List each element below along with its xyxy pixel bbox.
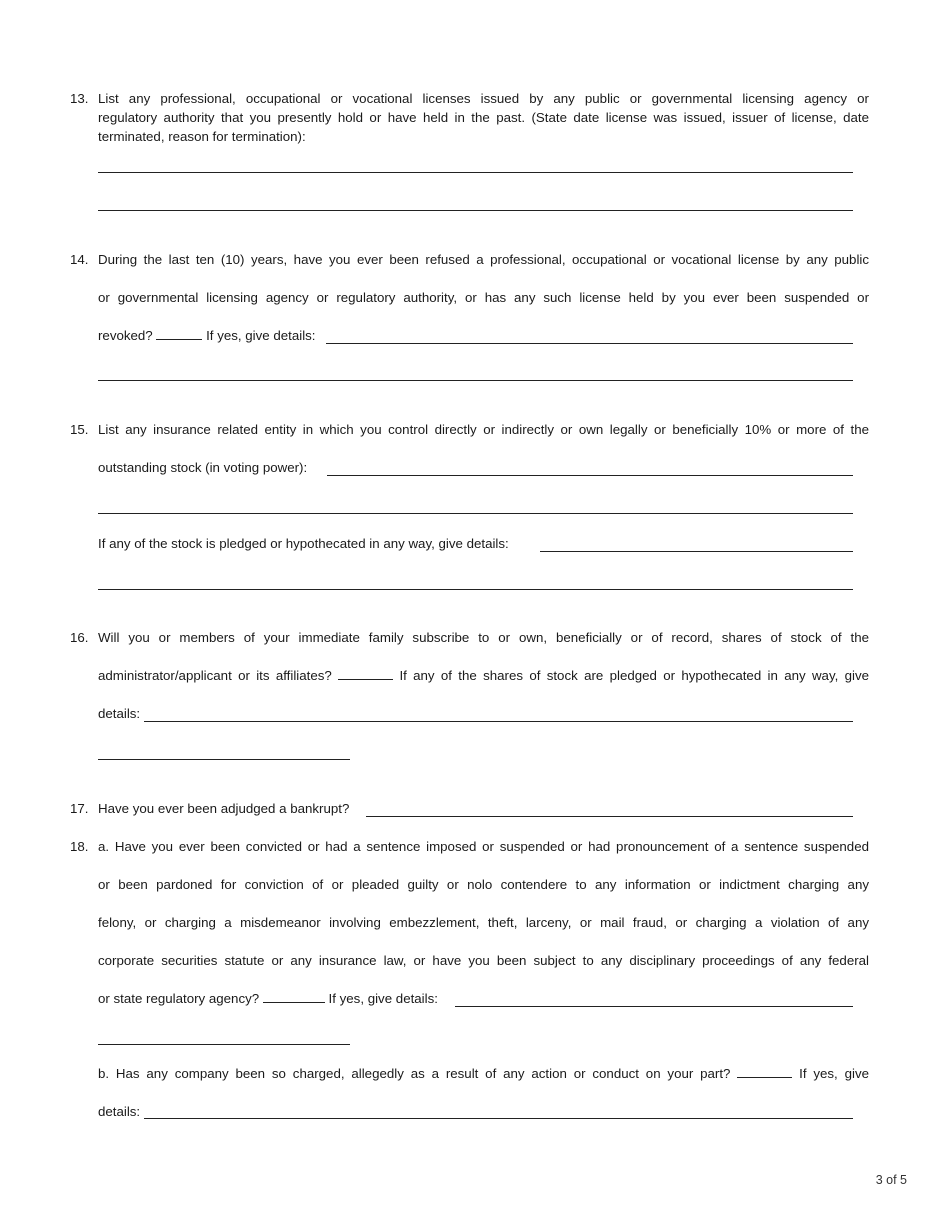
q14-answer-line-2[interactable] — [98, 380, 853, 381]
q15-answer-line-2[interactable] — [98, 513, 853, 514]
q18b-yes-no-blank[interactable] — [737, 1065, 792, 1078]
q17-text: Have you ever been adjudged a bankrupt? — [98, 801, 350, 816]
q18b-question-label: b. Has any company been so charged, allegedly as a result of any action or conduct on your part? — [98, 1066, 731, 1081]
q16-yes-no-blank[interactable] — [338, 667, 393, 680]
q14-details-label: If yes, give details: — [206, 328, 316, 343]
q18a-text-line5 — [98, 990, 438, 1008]
q18a-agency-label: or state regulatory agency? — [98, 991, 260, 1006]
q15-text-line2: outstanding stock (in voting power): — [98, 460, 308, 475]
q14-text-line1: During the last ten (10) years, have you ever been refused a professional, occupational or vocational license by any public — [98, 252, 869, 267]
q18b-give-label: If yes, give — [799, 1066, 869, 1081]
q18b-text-line1 — [98, 1065, 869, 1083]
q14-details-line[interactable] — [326, 343, 853, 344]
q13-answer-line-1[interactable] — [98, 172, 853, 173]
q17-number: 17. — [70, 801, 89, 816]
q18a-details-line[interactable] — [455, 1006, 853, 1007]
q18a-text-line3: felony, or charging a misdemeanor involving embezzlement, theft, larceny, or mail fraud, or charging a violation of any — [98, 915, 869, 930]
q13-text-line3: terminated, reason for termination): — [98, 129, 306, 144]
q16-number: 16. — [70, 630, 89, 645]
q18a-text-line4: corporate securities statute or any insurance law, or have you been subject to any disciplinary proceedings of any federal — [98, 953, 869, 968]
q15-text-line1: List any insurance related entity in which you control directly or indirectly or own legally or beneficially 10% or more of the — [98, 422, 869, 437]
q13-text-line2: regulatory authority that you presently hold or have held in the past. (State date license was issued, issuer of license, date — [98, 110, 869, 125]
q14-number: 14. — [70, 252, 89, 267]
q18a-details-label: If yes, give details: — [328, 991, 438, 1006]
q14-text-line3 — [98, 327, 316, 345]
q16-affiliates-label: administrator/applicant or its affiliates? — [98, 668, 332, 683]
q16-text-line2 — [98, 667, 869, 685]
q16-text-line1: Will you or members of your immediate family subscribe to or own, beneficially or of record, shares of stock of the — [98, 630, 869, 645]
page-number: 3 of 5 — [875, 1173, 907, 1187]
q18a-yes-no-blank[interactable] — [263, 990, 325, 1003]
q15-pledge-label: If any of the stock is pledged or hypothecated in any way, give details: — [98, 536, 509, 551]
q18a-details-line-2[interactable] — [98, 1044, 350, 1045]
q14-revoked-label: revoked? — [98, 328, 153, 343]
q16-details-line[interactable] — [144, 721, 853, 722]
q18b-details-line[interactable] — [144, 1118, 853, 1119]
q18a-text-line1: a. Have you ever been convicted or had a sentence imposed or suspended or had pronouncement of a sentence suspended — [98, 839, 869, 854]
q14-yes-no-blank[interactable] — [156, 327, 202, 340]
q18b-details-label: details: — [98, 1104, 141, 1119]
q15-stock-line[interactable] — [327, 475, 853, 476]
q15-number: 15. — [70, 422, 89, 437]
q15-pledge-line[interactable] — [540, 551, 853, 552]
q13-answer-line-2[interactable] — [98, 210, 853, 211]
q13-number: 13. — [70, 91, 89, 106]
q18-number: 18. — [70, 839, 89, 854]
q16-details-line-2[interactable] — [98, 759, 350, 760]
q17-answer-line[interactable] — [366, 816, 853, 817]
q15-pledge-line-2[interactable] — [98, 589, 853, 590]
q14-text-line2: or governmental licensing agency or regulatory authority, or has any such license held by you ever been suspended or — [98, 290, 869, 305]
q13-text-line1: List any professional, occupational or vocational licenses issued by any public or governmental licensing agency or — [98, 91, 869, 106]
q16-pledge-label: If any of the shares of stock are pledged or hypothecated in any way, give — [399, 668, 870, 683]
q18a-text-line2: or been pardoned for conviction of or pleaded guilty or nolo contendere to any information or indictment charging any — [98, 877, 869, 892]
q16-details-label: details: — [98, 706, 141, 721]
